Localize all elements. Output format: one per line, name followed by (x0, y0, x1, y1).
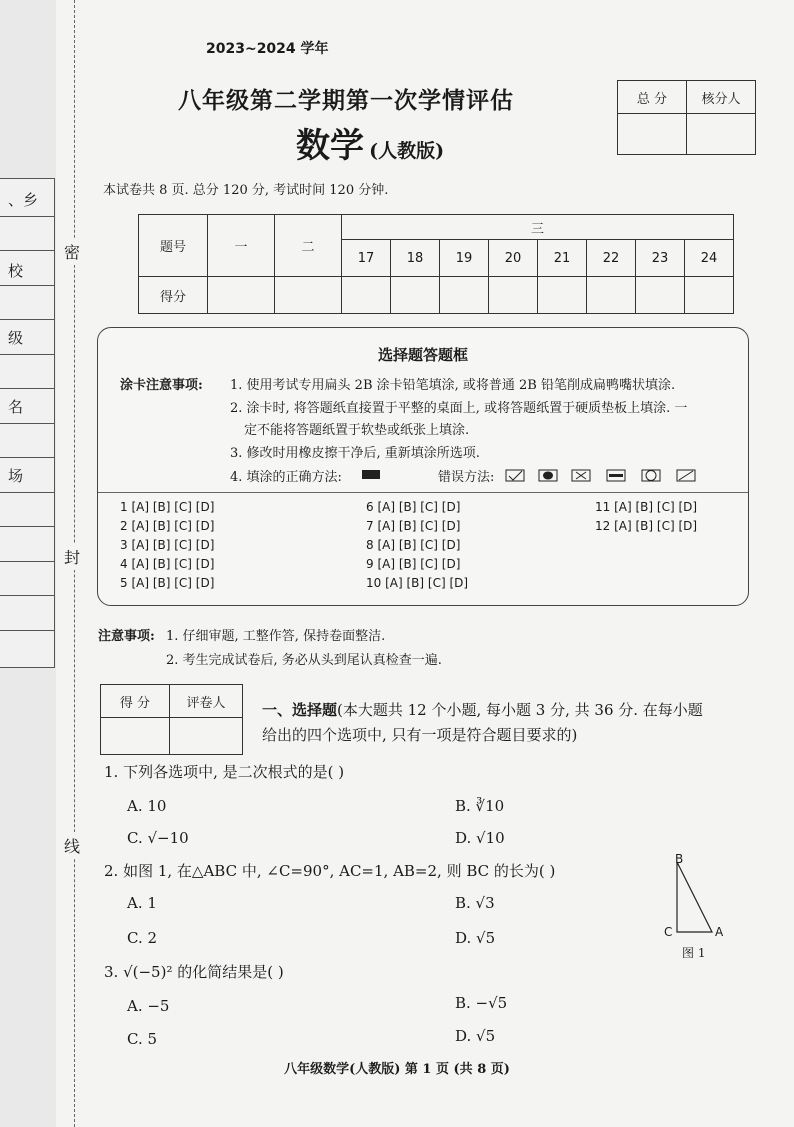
grader-table (100, 684, 243, 755)
answer-row-8[interactable]: 8 [A] [B] [C] [D] (366, 538, 461, 552)
fill-note-2b: 定不能将答题纸置于软垫或纸张上填涂. (244, 423, 470, 438)
question-1-stem: 1. 下列各选项中, 是二次根式的是( ) (104, 763, 345, 781)
q1-option-c: C. √−10 (127, 829, 189, 847)
sub-col: 24 (685, 240, 734, 277)
sub-col: 19 (440, 240, 489, 277)
answer-row-10[interactable]: 10 [A] [B] [C] [D] (366, 576, 469, 590)
answer-row-9[interactable]: 9 [A] [B] [C] [D] (366, 557, 461, 571)
col-section-1: 一 (208, 215, 275, 277)
answer-box-divider (98, 492, 748, 493)
q3-option-d: D. √5 (455, 1027, 496, 1045)
sub-col: 18 (391, 240, 440, 277)
fill-note-3: 3. 修改时用橡皮擦干净后, 重新填涂所选项. (230, 446, 480, 461)
exam-title: 八年级第二学期第一次学情评估 (178, 87, 514, 114)
score-cell[interactable] (391, 277, 440, 314)
answer-row-7[interactable]: 7 [A] [B] [C] [D] (366, 519, 461, 533)
q2-option-d: D. √5 (455, 929, 496, 947)
question-2-stem: 2. 如图 1, 在△ABC 中, ∠C=90°, AC=1, AB=2, 则 BC 的长为( ) (104, 862, 556, 880)
sub-col: 20 (489, 240, 538, 277)
answer-row-12[interactable]: 12 [A] [B] [C] [D] (595, 519, 698, 533)
figure-label-a: A (715, 925, 724, 939)
section-score-header: 得 分 (101, 685, 170, 718)
answer-row-6[interactable]: 6 [A] [B] [C] [D] (366, 500, 461, 514)
q1-option-a: A. 10 (127, 797, 167, 815)
section-score-cell[interactable] (101, 718, 170, 755)
fill-notes-label: 涂卡注意事项: (120, 378, 203, 393)
strip-label-room: 场 (8, 467, 24, 485)
score-table (138, 214, 734, 314)
score-cell[interactable] (342, 277, 391, 314)
seal-char-mi: 密 (64, 238, 80, 265)
answer-row-2[interactable]: 2 [A] [B] [C] [D] (120, 519, 215, 533)
fill-note-2: 2. 涂卡时, 将答题纸直接置于平整的桌面上, 或将答题纸置于硬质垫板上填涂. 一 (230, 401, 688, 416)
section-1-desc-1: (本大题共 12 个小题, 每小题 3 分, 共 36 分. 在每小题 (337, 701, 703, 719)
fill-note-4: 4. 填涂的正确方法: (230, 470, 342, 485)
strip-label-township: 、乡 (8, 191, 39, 209)
exam-note-2: 2. 考生完成试卷后, 务必从头到尾认真检查一遍. (166, 653, 442, 668)
q3-option-a: A. −5 (127, 997, 170, 1015)
sub-col: 22 (587, 240, 636, 277)
q1-option-b: B. ∛10 (455, 797, 505, 815)
q3-option-b: B. −√5 (455, 994, 508, 1012)
q3-option-c: C. 5 (127, 1030, 158, 1048)
answer-sheet-box (97, 327, 749, 606)
total-score-cell[interactable] (618, 114, 687, 155)
figure-1 (660, 852, 740, 962)
checker-cell[interactable] (687, 114, 756, 155)
strip-label-class: 级 (8, 329, 24, 347)
student-info-box (0, 178, 55, 668)
col-section-2: 二 (275, 215, 342, 277)
figure-1-caption: 图 1 (682, 946, 706, 960)
answer-row-5[interactable]: 5 [A] [B] [C] [D] (120, 576, 215, 590)
answer-row-1[interactable]: 1 [A] [B] [C] [D] (120, 500, 215, 514)
edition-label: (人教版) (369, 140, 445, 162)
score-cell[interactable] (587, 277, 636, 314)
figure-label-b: B (675, 852, 684, 866)
col-section-3: 三 (342, 215, 734, 240)
school-year: 2023~2024 学年 (206, 41, 329, 57)
exam-intro: 本试卷共 8 页. 总分 120 分, 考试时间 120 分钟. (103, 183, 389, 198)
section-1-heading (262, 699, 703, 720)
q2-option-c: C. 2 (127, 929, 158, 947)
strip-label-school: 校 (8, 262, 24, 280)
score-cell[interactable] (636, 277, 685, 314)
total-score-table (617, 80, 756, 155)
subject-name: 数学 (296, 126, 364, 166)
section-1-title: 一、选择题 (262, 701, 338, 719)
wrong-marks-icon (504, 468, 714, 484)
checker-header: 核分人 (687, 81, 756, 114)
row-label-number: 题号 (139, 215, 208, 277)
sub-col: 17 (342, 240, 391, 277)
total-score-header: 总 分 (618, 81, 687, 114)
q2-option-a: A. 1 (127, 894, 157, 912)
grader-header: 评卷人 (170, 685, 243, 718)
wrong-method-label: 错误方法: (438, 470, 495, 485)
q2-option-b: B. √3 (455, 894, 495, 912)
sub-col: 23 (636, 240, 685, 277)
wrong-fill-marks (504, 468, 714, 488)
score-cell[interactable] (538, 277, 587, 314)
correct-fill-mark (362, 470, 380, 479)
question-3-stem: 3. √(−5)² 的化简结果是( ) (104, 963, 284, 981)
seal-char-feng: 封 (64, 543, 80, 570)
grader-cell[interactable] (170, 718, 243, 755)
answer-row-4[interactable]: 4 [A] [B] [C] [D] (120, 557, 215, 571)
seal-char-xian: 线 (64, 832, 80, 859)
fill-note-1: 1. 使用考试专用扁头 2B 涂卡铅笔填涂, 或将普通 2B 铅笔削成扁鸭嘴状填涂. (230, 378, 676, 393)
score-cell[interactable] (685, 277, 734, 314)
section-1-desc-2: 给出的四个选项中, 只有一项是符合题目要求的) (262, 726, 578, 744)
score-cell[interactable] (489, 277, 538, 314)
answer-row-11[interactable]: 11 [A] [B] [C] [D] (595, 500, 698, 514)
exam-note-1: 1. 仔细审题, 工整作答, 保持卷面整洁. (166, 629, 386, 644)
figure-label-c: C (664, 925, 673, 939)
strip-label-name: 名 (8, 398, 24, 416)
sub-col: 21 (538, 240, 587, 277)
score-cell[interactable] (208, 277, 275, 314)
answer-box-title: 选择题答题框 (377, 346, 468, 364)
score-cell[interactable] (275, 277, 342, 314)
row-label-score: 得分 (139, 277, 208, 314)
q1-option-d: D. √10 (455, 829, 505, 847)
page-footer: 八年级数学(人教版) 第 1 页 (共 8 页) (284, 1062, 510, 1077)
exam-notes-label: 注意事项: (98, 629, 155, 644)
score-cell[interactable] (440, 277, 489, 314)
answer-row-3[interactable]: 3 [A] [B] [C] [D] (120, 538, 215, 552)
subject-line (296, 118, 444, 167)
